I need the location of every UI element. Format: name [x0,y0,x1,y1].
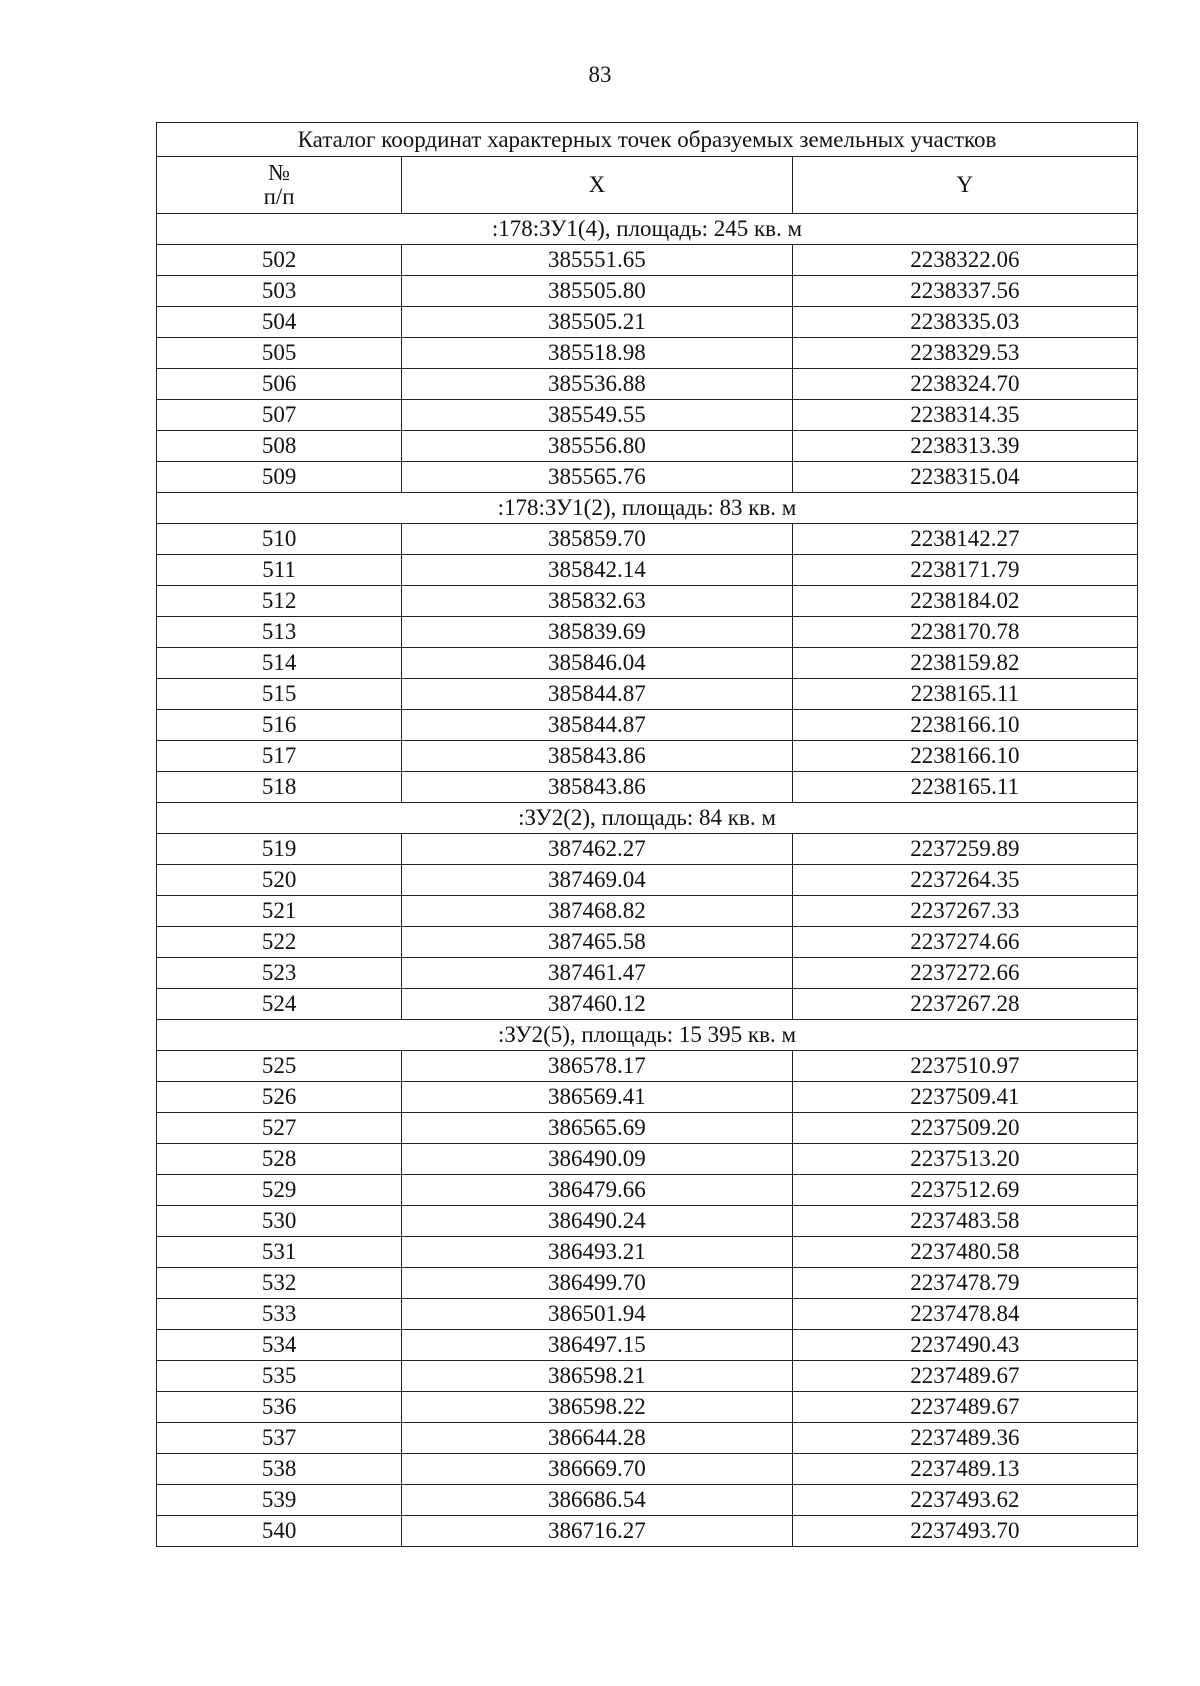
y-coordinate-cell: 2237480.58 [792,1237,1137,1268]
table-row [157,896,1138,927]
header-x: X [402,157,792,214]
y-coordinate-cell: 2237493.70 [792,1516,1137,1547]
y-coordinate-cell: 2237478.79 [792,1268,1137,1299]
y-coordinate-cell: 2237267.28 [792,989,1137,1020]
table-row [157,834,1138,865]
table-row [157,1299,1138,1330]
point-number-cell: 508 [157,431,402,462]
point-number-cell: 528 [157,1144,402,1175]
y-coordinate-cell: 2238159.82 [792,648,1137,679]
x-coordinate-cell: 386499.70 [402,1268,792,1299]
x-coordinate-cell: 386490.09 [402,1144,792,1175]
point-number-cell: 517 [157,741,402,772]
x-coordinate-cell: 385551.65 [402,245,792,276]
y-coordinate-cell: 2237512.69 [792,1175,1137,1206]
point-number-cell: 513 [157,617,402,648]
y-coordinate-cell: 2237510.97 [792,1051,1137,1082]
y-coordinate-cell: 2238313.39 [792,431,1137,462]
table-row [157,369,1138,400]
y-coordinate-cell: 2237490.43 [792,1330,1137,1361]
y-coordinate-cell: 2238324.70 [792,369,1137,400]
x-coordinate-cell: 387468.82 [402,896,792,927]
table-row [157,1175,1138,1206]
y-coordinate-cell: 2238166.10 [792,741,1137,772]
table-row [157,1361,1138,1392]
y-coordinate-cell: 2237483.58 [792,1206,1137,1237]
table-row [157,276,1138,307]
x-coordinate-cell: 386479.66 [402,1175,792,1206]
y-coordinate-cell: 2237489.67 [792,1392,1137,1423]
section-header-row [157,1020,1138,1051]
y-coordinate-cell: 2238165.11 [792,772,1137,803]
header-number-symbol: № [268,160,291,185]
point-number-cell: 539 [157,1485,402,1516]
point-number-cell: 511 [157,555,402,586]
table-row [157,555,1138,586]
y-coordinate-cell: 2238184.02 [792,586,1137,617]
table-row [157,1051,1138,1082]
table-row [157,1392,1138,1423]
table-row [157,400,1138,431]
table-header-row [157,157,1138,214]
y-coordinate-cell: 2238329.53 [792,338,1137,369]
table-row [157,617,1138,648]
point-number-cell: 523 [157,958,402,989]
page-number: 83 [588,62,612,87]
x-coordinate-cell: 385859.70 [402,524,792,555]
x-coordinate-cell: 386686.54 [402,1485,792,1516]
point-number-cell: 520 [157,865,402,896]
section-header-row [157,493,1138,524]
point-number-cell: 537 [157,1423,402,1454]
x-coordinate-cell: 385832.63 [402,586,792,617]
x-coordinate-cell: 385843.86 [402,741,792,772]
point-number-cell: 540 [157,1516,402,1547]
table-row [157,1454,1138,1485]
catalog-body [157,123,1138,1547]
x-coordinate-cell: 386493.21 [402,1237,792,1268]
x-coordinate-cell: 385842.14 [402,555,792,586]
table-row [157,1330,1138,1361]
header-number [157,157,402,214]
table-row [157,307,1138,338]
table-row [157,1144,1138,1175]
point-number-cell: 519 [157,834,402,865]
y-coordinate-cell: 2238171.79 [792,555,1137,586]
x-coordinate-cell: 385843.86 [402,772,792,803]
x-coordinate-cell: 385518.98 [402,338,792,369]
table-row [157,927,1138,958]
x-coordinate-cell: 385839.69 [402,617,792,648]
table-title-row [157,123,1138,157]
x-coordinate-cell: 385556.80 [402,431,792,462]
point-number-cell: 503 [157,276,402,307]
y-coordinate-cell: 2237489.13 [792,1454,1137,1485]
x-coordinate-cell: 385505.21 [402,307,792,338]
y-coordinate-cell: 2237264.35 [792,865,1137,896]
point-number-cell: 532 [157,1268,402,1299]
point-number-cell: 506 [157,369,402,400]
x-coordinate-cell: 386497.15 [402,1330,792,1361]
x-coordinate-cell: 386565.69 [402,1113,792,1144]
x-coordinate-cell: 387462.27 [402,834,792,865]
coordinates-catalog-table [156,122,1138,1547]
y-coordinate-cell: 2238315.04 [792,462,1137,493]
point-number-cell: 505 [157,338,402,369]
table-row [157,1082,1138,1113]
x-coordinate-cell: 385505.80 [402,276,792,307]
table-row [157,958,1138,989]
x-coordinate-cell: 385846.04 [402,648,792,679]
point-number-cell: 512 [157,586,402,617]
section-title: :178:ЗУ1(4), площадь: 245 кв. м [157,214,1138,245]
point-number-cell: 525 [157,1051,402,1082]
section-title: :178:ЗУ1(2), площадь: 83 кв. м [157,493,1138,524]
table-row [157,524,1138,555]
point-number-cell: 536 [157,1392,402,1423]
table-row [157,679,1138,710]
x-coordinate-cell: 386716.27 [402,1516,792,1547]
y-coordinate-cell: 2237274.66 [792,927,1137,958]
point-number-cell: 515 [157,679,402,710]
point-number-cell: 521 [157,896,402,927]
point-number-cell: 535 [157,1361,402,1392]
x-coordinate-cell: 386501.94 [402,1299,792,1330]
point-number-cell: 529 [157,1175,402,1206]
point-number-cell: 514 [157,648,402,679]
y-coordinate-cell: 2238170.78 [792,617,1137,648]
x-coordinate-cell: 387469.04 [402,865,792,896]
y-coordinate-cell: 2237272.66 [792,958,1137,989]
table-row [157,462,1138,493]
x-coordinate-cell: 386598.22 [402,1392,792,1423]
point-number-cell: 522 [157,927,402,958]
table-row [157,865,1138,896]
table-row [157,710,1138,741]
table-row [157,1516,1138,1547]
x-coordinate-cell: 386598.21 [402,1361,792,1392]
table-row [157,741,1138,772]
x-coordinate-cell: 387461.47 [402,958,792,989]
section-header-row [157,214,1138,245]
header-y: Y [792,157,1137,214]
point-number-cell: 527 [157,1113,402,1144]
x-coordinate-cell: 385549.55 [402,400,792,431]
x-coordinate-cell: 385844.87 [402,679,792,710]
x-coordinate-cell: 385565.76 [402,462,792,493]
point-number-cell: 510 [157,524,402,555]
x-coordinate-cell: 386669.70 [402,1454,792,1485]
y-coordinate-cell: 2238166.10 [792,710,1137,741]
y-coordinate-cell: 2238335.03 [792,307,1137,338]
x-coordinate-cell: 386578.17 [402,1051,792,1082]
y-coordinate-cell: 2237259.89 [792,834,1137,865]
table-row [157,245,1138,276]
point-number-cell: 509 [157,462,402,493]
table-row [157,338,1138,369]
point-number-cell: 538 [157,1454,402,1485]
table-row [157,772,1138,803]
table-row [157,586,1138,617]
y-coordinate-cell: 2237489.67 [792,1361,1137,1392]
y-coordinate-cell: 2238142.27 [792,524,1137,555]
y-coordinate-cell: 2237513.20 [792,1144,1137,1175]
x-coordinate-cell: 385844.87 [402,710,792,741]
table-row [157,1237,1138,1268]
table-row [157,1113,1138,1144]
point-number-cell: 534 [157,1330,402,1361]
point-number-cell: 504 [157,307,402,338]
table-row [157,1423,1138,1454]
x-coordinate-cell: 387460.12 [402,989,792,1020]
point-number-cell: 524 [157,989,402,1020]
x-coordinate-cell: 386490.24 [402,1206,792,1237]
point-number-cell: 502 [157,245,402,276]
y-coordinate-cell: 2238165.11 [792,679,1137,710]
point-number-cell: 518 [157,772,402,803]
table-title: Каталог координат характерных точек образуемых земельных участков [157,123,1138,157]
y-coordinate-cell: 2237493.62 [792,1485,1137,1516]
point-number-cell: 530 [157,1206,402,1237]
y-coordinate-cell: 2237509.20 [792,1113,1137,1144]
y-coordinate-cell: 2238322.06 [792,245,1137,276]
x-coordinate-cell: 386569.41 [402,1082,792,1113]
point-number-cell: 507 [157,400,402,431]
x-coordinate-cell: 386644.28 [402,1423,792,1454]
point-number-cell: 526 [157,1082,402,1113]
x-coordinate-cell: 385536.88 [402,369,792,400]
section-title: :ЗУ2(2), площадь: 84 кв. м [157,803,1138,834]
section-title: :ЗУ2(5), площадь: 15 395 кв. м [157,1020,1138,1051]
table-row [157,648,1138,679]
y-coordinate-cell: 2237267.33 [792,896,1137,927]
table-row [157,431,1138,462]
table-row [157,1485,1138,1516]
point-number-cell: 531 [157,1237,402,1268]
y-coordinate-cell: 2237489.36 [792,1423,1137,1454]
point-number-cell: 516 [157,710,402,741]
x-coordinate-cell: 387465.58 [402,927,792,958]
y-coordinate-cell: 2238337.56 [792,276,1137,307]
header-number-abbr: п/п [263,184,295,209]
y-coordinate-cell: 2237509.41 [792,1082,1137,1113]
y-coordinate-cell: 2238314.35 [792,400,1137,431]
y-coordinate-cell: 2237478.84 [792,1299,1137,1330]
point-number-cell: 533 [157,1299,402,1330]
table-row [157,1268,1138,1299]
table-row [157,1206,1138,1237]
section-header-row [157,803,1138,834]
table-row [157,989,1138,1020]
